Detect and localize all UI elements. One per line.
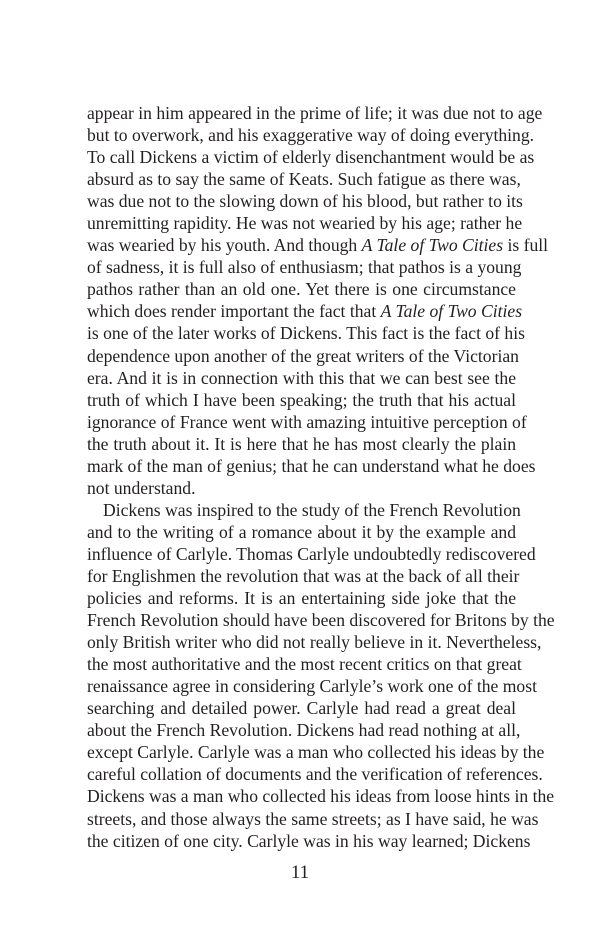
- text-line: Dickens was inspired to the study of the French Revolution: [103, 499, 521, 520]
- text-line: except Carlyle. Carlyle was a man who collected his ideas by the: [87, 742, 545, 763]
- text-line: Dickens was a man who collected his ideas from loose hints in the: [87, 786, 555, 807]
- book-title: A Tale of Two Cities: [361, 235, 504, 256]
- text-line: only British writer who did not really believe in it. Nevertheless,: [87, 632, 542, 653]
- text-line: ignorance of France went with amazing intuitive perception of: [87, 411, 527, 432]
- text-line: dependence upon another of the great writers of the Victorian: [87, 345, 519, 366]
- text-line: about the French Revolution. Dickens had read nothing at all,: [87, 720, 521, 741]
- text-line: searching and detailed power. Carlyle had read a great deal: [87, 698, 516, 719]
- text-segment: is full: [503, 235, 549, 256]
- text-segment: was wearied by his youth. And though: [87, 235, 362, 256]
- page-number: 11: [290, 862, 310, 883]
- text-line: was due not to the slowing down of his blood, but rather to its: [87, 191, 523, 212]
- text-line: the truth about it. It is here that he has most clearly the plain: [87, 433, 516, 454]
- text-line: policies and reforms. It is an entertaining side joke that the: [87, 588, 516, 609]
- text-line: careful collation of documents and the verification of references.: [87, 764, 543, 785]
- text-line: of sadness, it is full also of enthusiasm; that pathos is a young: [87, 257, 522, 278]
- text-line: To call Dickens a victim of elderly disenchantment would be as: [87, 147, 535, 168]
- text-line: the most authoritative and the most recent critics on that great: [87, 654, 522, 675]
- text-line: appear in him appeared in the prime of life; it was due not to age: [87, 103, 543, 123]
- text-line: mark of the man of genius; that he can understand what he does: [87, 455, 536, 476]
- text-line: [87, 234, 549, 256]
- text-line: for Englishmen the revolution that was at the back of all their: [87, 565, 520, 586]
- text-line: the citizen of one city. Carlyle was in his way learned; Dickens: [87, 830, 531, 851]
- text-line: [87, 300, 523, 322]
- text-line: streets, and those always the same streets; as I have said, he was: [87, 808, 539, 829]
- text-line: but to overwork, and his exaggerative way of doing everything.: [87, 125, 535, 146]
- text-line: French Revolution should have been discovered for Britons by the: [87, 610, 555, 631]
- text-line: era. And it is in connection with this that we can best see the: [87, 367, 516, 388]
- book-title: A Tale of Two Cities: [380, 301, 523, 322]
- text-line: is one of the later works of Dickens. This fact is the fact of his: [87, 323, 525, 344]
- text-line: truth of which I have been speaking; the truth that his actual: [87, 389, 516, 410]
- text-line: absurd as to say the same of Keats. Such fatigue as there was,: [87, 169, 521, 190]
- text-line: pathos rather than an old one. Yet there is one circumstance: [87, 279, 516, 300]
- text-segment: which does render important the fact that: [87, 301, 381, 322]
- paragraph-2: [87, 499, 555, 852]
- text-line: renaissance agree in considering Carlyle’s work one of the most: [87, 676, 537, 697]
- text-line: influence of Carlyle. Thomas Carlyle undoubtedly rediscovered: [87, 543, 536, 564]
- text-line: and to the writing of a romance about it by the example and: [87, 521, 516, 542]
- paragraph-1: [87, 102, 549, 499]
- body-text: [87, 102, 555, 852]
- text-line: not understand.: [87, 477, 196, 498]
- text-line: unremitting rapidity. He was not wearied by his age; rather he: [87, 213, 523, 234]
